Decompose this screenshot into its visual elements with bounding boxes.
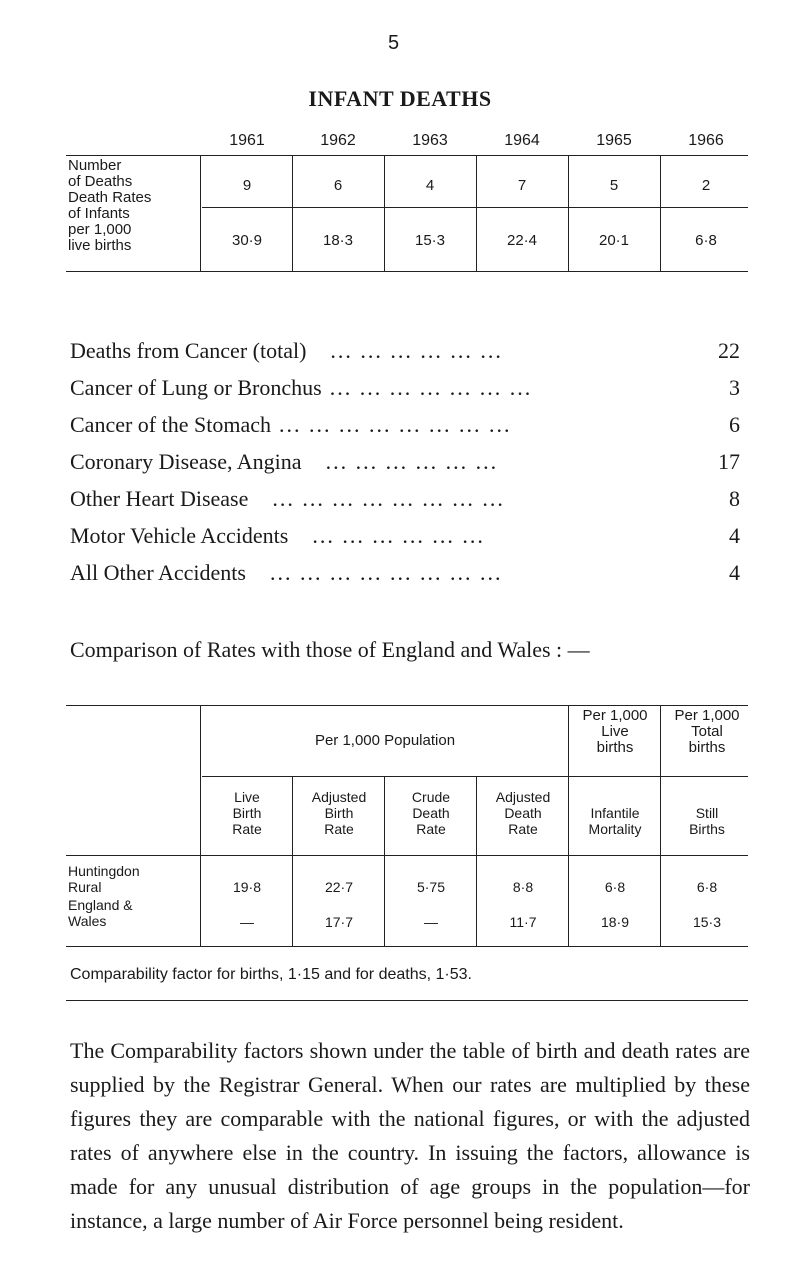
comparison-cell: — (424, 914, 438, 930)
header-line: Adjusted (495, 789, 551, 805)
comparison-cell: 8·8 (512, 879, 534, 895)
cause-value: 22 (718, 338, 740, 363)
infant-deaths-cell: 6 (333, 177, 343, 194)
cause-name: Cancer of Lung or Bronchus (70, 375, 322, 400)
cause-row (70, 486, 740, 518)
header-line: births (688, 739, 726, 756)
header-line: Death (412, 805, 450, 821)
infant-rate-cell: 6·8 (695, 232, 717, 249)
header-line: Infantile (590, 805, 640, 821)
year-1965: 1965 (596, 132, 632, 149)
header-line: births (596, 739, 634, 756)
leader-dots: ... ... ... ... ... ... (325, 449, 499, 474)
comparison-cell: 22·7 (324, 879, 354, 895)
leader-dots: ... ... ... ... ... ... (312, 523, 485, 548)
infant-table-bottom-rule (66, 271, 748, 272)
infant-deaths-cell: 5 (609, 177, 619, 194)
comparison-cell: 5·75 (416, 879, 446, 895)
header-line: Rate (324, 821, 354, 837)
comparability-footnote: Comparability factor for births, 1·15 and for deaths, 1·53. (70, 966, 472, 983)
comparison-subheader-rule (66, 855, 748, 856)
cause-value: 17 (718, 449, 740, 474)
row-label-line: of Deaths (68, 173, 133, 190)
infant-deaths-cell: 7 (517, 177, 527, 194)
comparison-col-divider (200, 705, 201, 946)
infant-rate-cell: 18·3 (322, 232, 354, 249)
comparison-bottom-rule (66, 946, 748, 947)
cause-value: 3 (729, 375, 740, 400)
comparison-col-divider (660, 705, 661, 946)
infant-deaths-title: INFANT DEATHS (308, 86, 492, 111)
comparison-col-divider (568, 705, 569, 946)
header-line: Rate (416, 821, 446, 837)
header-line: Death (504, 805, 542, 821)
cause-name: Motor Vehicle Accidents (70, 523, 289, 548)
comparison-cell: 17·7 (324, 914, 354, 930)
leader-dots: ... ... ... ... ... ... ... (329, 375, 533, 400)
page-number: 5 (388, 32, 400, 54)
header-line: Crude (411, 789, 451, 805)
leader-dots: ... ... ... ... ... ... ... ... (269, 560, 503, 585)
infant-rate-cell: 30·9 (231, 232, 263, 249)
infant-col-divider (476, 155, 477, 271)
header-line: Birth (324, 805, 354, 821)
leader-dots: ... ... ... ... ... ... ... ... (272, 486, 505, 511)
comparison-cell: 6·8 (696, 879, 718, 895)
cause-name: Deaths from Cancer (total) (70, 338, 307, 363)
header-line: Live (601, 723, 629, 740)
infant-col-divider (568, 155, 569, 271)
header-line: Rate (232, 821, 262, 837)
infant-rate-cell: 22·4 (506, 232, 538, 249)
cause-name: Other Heart Disease (70, 486, 249, 511)
comparison-cell: 11·7 (509, 914, 537, 930)
footnote-rule (66, 1000, 748, 1001)
cause-value: 8 (729, 486, 740, 511)
row-label-line: per 1,000 (68, 221, 132, 238)
comparison-col-divider (384, 776, 385, 946)
cause-value: 4 (729, 560, 740, 585)
header-line: Per 1,000 (674, 707, 740, 724)
infant-rate-cell: 15·3 (414, 232, 446, 249)
infant-rate-cell: 20·1 (598, 232, 630, 249)
year-1964: 1964 (504, 132, 540, 149)
header-line: Per 1,000 (582, 707, 648, 724)
infant-table-top-rule (66, 155, 748, 156)
infant-deaths-cell: 4 (425, 177, 435, 194)
header-line: Rate (508, 821, 538, 837)
infant-col-divider (384, 155, 385, 271)
year-1962: 1962 (320, 132, 356, 149)
row-label-line: Huntingdon (68, 863, 140, 879)
comparison-cell: 6·8 (604, 879, 626, 895)
comparison-heading: Comparison of Rates with those of England and Wales : — (70, 637, 590, 662)
cause-row (70, 338, 740, 370)
header-line: Births (689, 821, 725, 837)
infant-col-divider (660, 155, 661, 271)
header-line: Total (691, 723, 723, 740)
row-label-line: Rural (68, 879, 102, 895)
comparison-cell: 15·3 (692, 914, 722, 930)
explanatory-paragraph: The Comparability factors shown under the table of birth and death rates are supplied by the Registrar General. When our rates are multiplied by these figures they are comparable with the national figures, or with the adjusted rates of anywhere else in the country. In issuing the factors, allowance is made for any unusual distribution of age groups in the population—for instance, a large number of Air Force personnel being resident. (70, 1038, 750, 1233)
comparison-cell: — (240, 914, 254, 930)
year-1961: 1961 (229, 132, 265, 149)
header-line: Live (234, 789, 260, 805)
comparison-cell: 18·9 (600, 914, 630, 930)
infant-col-divider (200, 155, 201, 271)
cause-value: 4 (729, 523, 740, 548)
cause-row (70, 523, 740, 555)
infant-col-divider (292, 155, 293, 271)
per-1000-population-header: Per 1,000 Population (314, 732, 456, 749)
cause-value: 6 (729, 412, 740, 437)
infant-table-mid-rule (202, 207, 748, 208)
year-1966: 1966 (688, 132, 724, 149)
cause-row (70, 375, 740, 407)
header-line: Still (695, 805, 719, 821)
cause-name: All Other Accidents (70, 560, 246, 585)
year-1963: 1963 (412, 132, 448, 149)
cause-name: Cancer of the Stomach (70, 412, 271, 437)
row-label-line: Number (68, 157, 122, 174)
row-label-line: Death Rates (68, 189, 152, 206)
cause-row (70, 560, 740, 592)
header-line: Birth (232, 805, 262, 821)
comparison-cell: 19·8 (232, 879, 262, 895)
infant-deaths-cell: 2 (701, 177, 711, 194)
leader-dots: ... ... ... ... ... ... (330, 338, 503, 363)
header-line: Mortality (588, 821, 642, 837)
row-label-line: of Infants (68, 205, 130, 222)
comparison-col-divider (476, 776, 477, 946)
comparison-col-divider (292, 776, 293, 946)
cause-name: Coronary Disease, Angina (70, 449, 302, 474)
infant-deaths-cell: 9 (242, 177, 252, 194)
cause-row (70, 412, 740, 444)
comparison-top-rule (66, 705, 748, 706)
row-label-line: live births (68, 237, 132, 254)
row-label-line: England & (68, 897, 133, 913)
leader-dots: ... ... ... ... ... ... ... ... (279, 412, 512, 437)
header-line: Adjusted (311, 789, 367, 805)
comparison-header-rule (202, 776, 748, 777)
cause-row (70, 449, 740, 481)
row-label-line: Wales (68, 913, 107, 929)
